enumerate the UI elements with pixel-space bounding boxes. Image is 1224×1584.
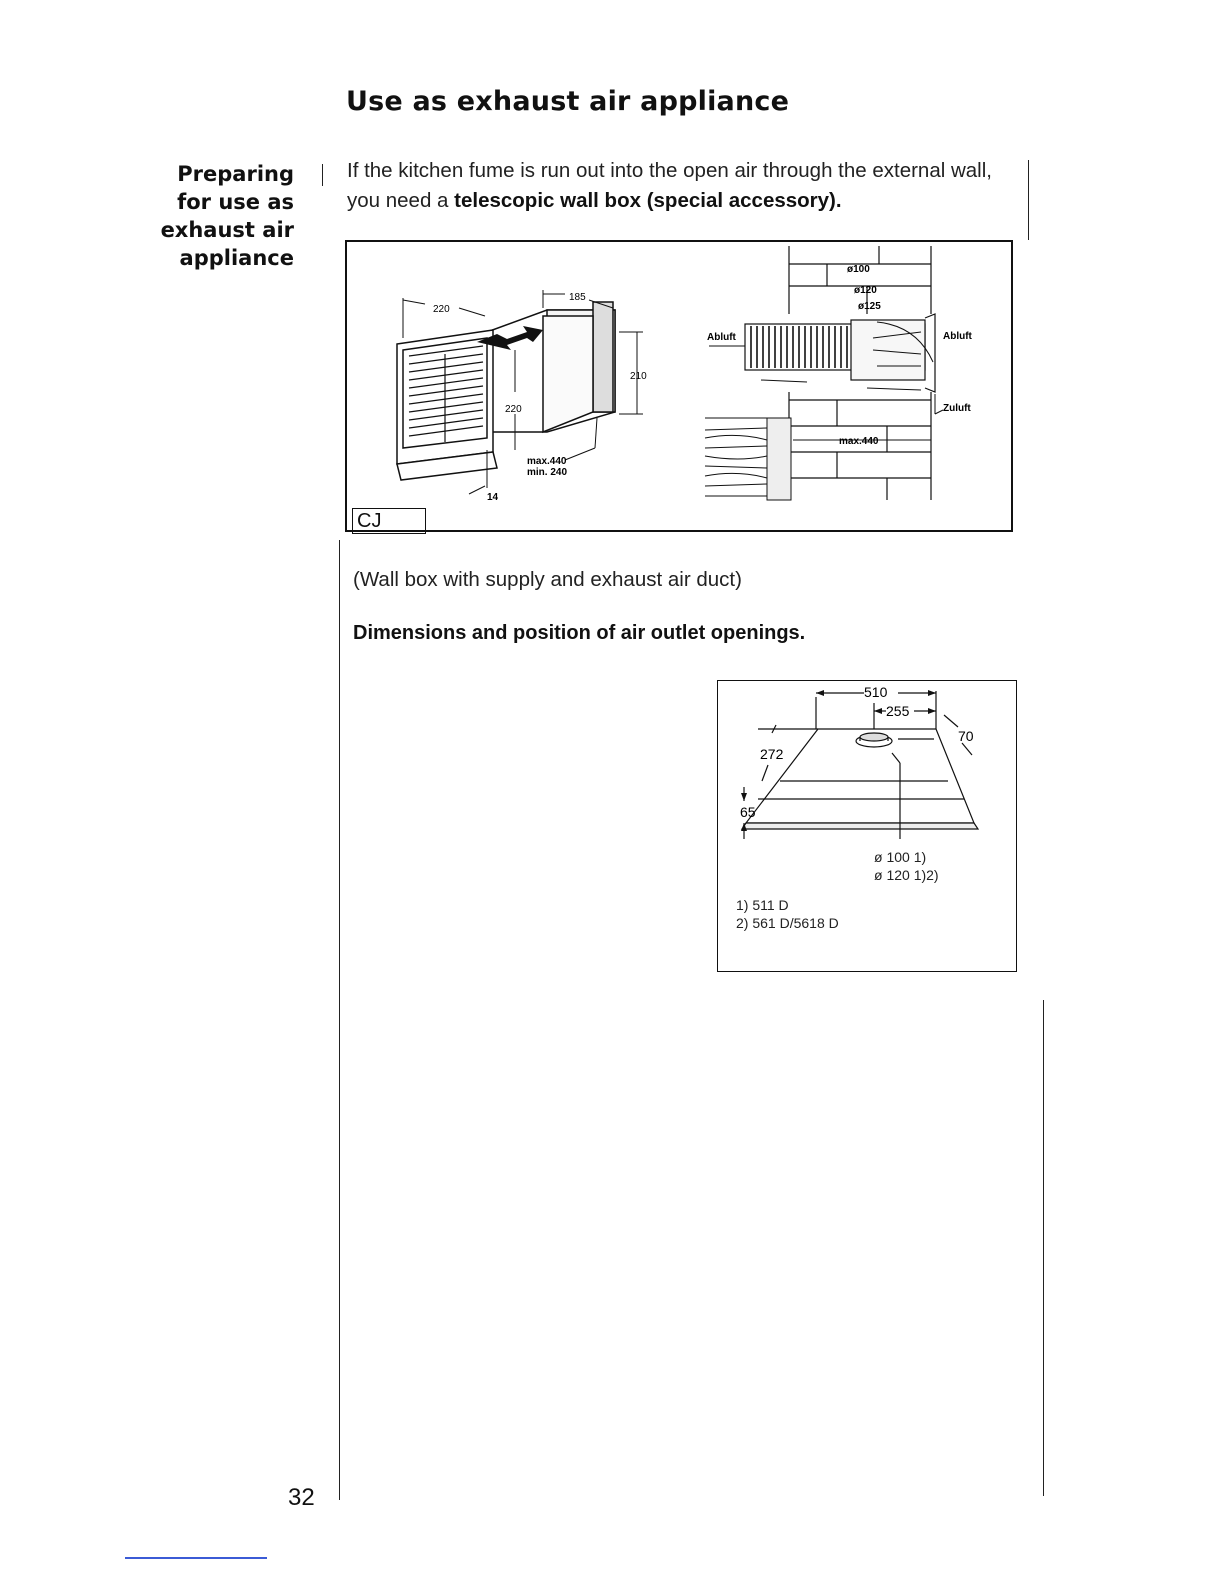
cutaway-dia-100: ø100 xyxy=(847,264,870,275)
intro-paragraph xyxy=(347,156,1019,216)
page-number: 32 xyxy=(288,1484,315,1511)
label-exhaust-in: Abluft xyxy=(707,332,736,343)
outlet-dimensions-figure xyxy=(717,680,1017,972)
page-title: Use as exhaust air appliance xyxy=(346,86,790,117)
cutaway-dia-125: ø125 xyxy=(858,301,881,312)
footer-line xyxy=(125,1557,267,1559)
margin-rule-left xyxy=(339,540,340,1500)
label-exhaust-out: Abluft xyxy=(943,331,972,342)
dim-depth-185: 185 xyxy=(569,292,586,303)
dim-height-220: 220 xyxy=(505,404,522,415)
dim-length-max: max.440 xyxy=(527,456,567,467)
intro-text: If the kitchen fume is run out into the open air through the external wall, you need a xyxy=(347,159,992,212)
margin-rule-top xyxy=(322,164,323,186)
dim-255: 255 xyxy=(886,703,910,719)
note-model-2: 2) 561 D/5618 D xyxy=(736,915,839,931)
note-model-1: 1) 511 D xyxy=(736,897,789,913)
note-dia-120: ø 120 1)2) xyxy=(874,867,939,883)
dim-height-210: 210 xyxy=(630,371,647,382)
sidebar-heading-line-4: appliance xyxy=(179,246,294,270)
dim-width-220: 220 xyxy=(433,304,450,315)
wall-thickness-max: max.440 xyxy=(839,436,879,447)
wall-box-drawing xyxy=(347,242,1011,530)
figure-caption: (Wall box with supply and exhaust air duct) xyxy=(353,568,742,591)
sidebar-heading xyxy=(120,160,294,272)
sidebar-heading-line-2: for use as xyxy=(177,190,294,214)
sidebar-heading-line-3: exhaust air xyxy=(160,218,294,242)
intro-bold-text: telescopic wall box (special accessory). xyxy=(454,189,842,212)
dim-70: 70 xyxy=(958,728,974,744)
note-dia-100: ø 100 1) xyxy=(874,849,927,865)
cutaway-dia-120: ø120 xyxy=(854,285,877,296)
sidebar-heading-line-1: Preparing xyxy=(177,162,294,186)
dim-length-min: min. 240 xyxy=(527,467,568,478)
margin-rule-right-top xyxy=(1028,160,1029,240)
margin-rule-right-bottom xyxy=(1043,1000,1044,1496)
dim-510: 510 xyxy=(864,684,888,700)
label-supply-air: Zuluft xyxy=(943,403,971,414)
dim-65: 65 xyxy=(740,804,756,820)
wall-box-figure xyxy=(345,240,1013,532)
dim-272: 272 xyxy=(760,746,784,762)
figure-id-box: CJ xyxy=(352,508,426,534)
section-subheading: Dimensions and position of air outlet openings. xyxy=(353,622,806,644)
dim-flange-14: 14 xyxy=(487,492,499,503)
